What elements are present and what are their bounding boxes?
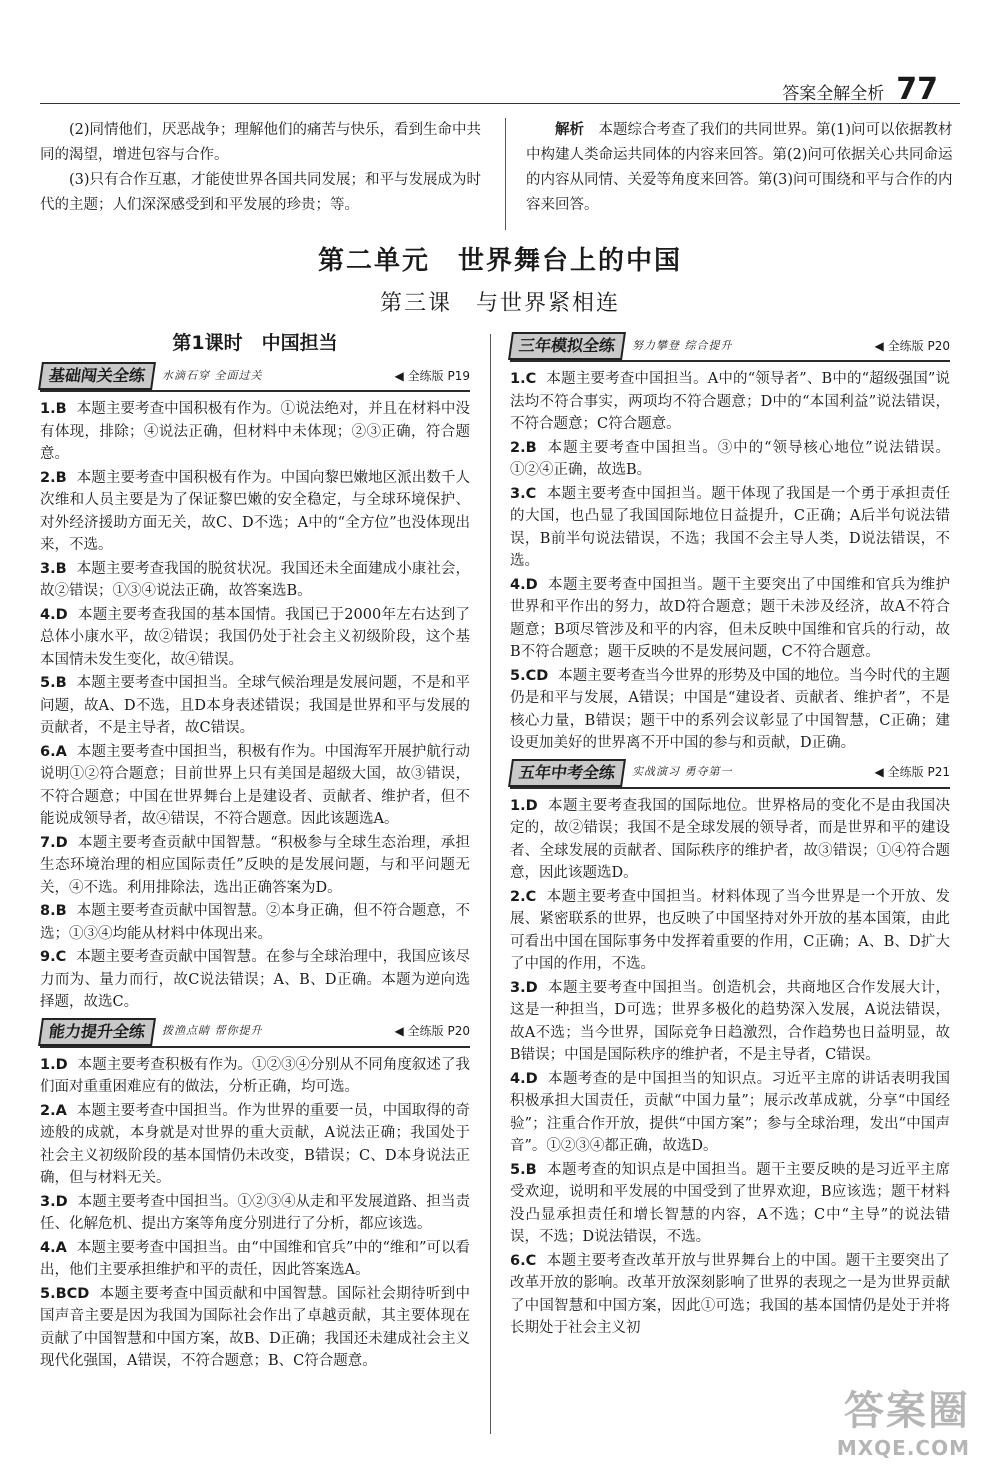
item-number: 6.C [510,1252,537,1269]
answer-item [40,558,470,603]
item-number: 2.A [40,1102,67,1119]
item-number: 5.BCD [40,1285,90,1302]
answer-item [40,467,470,557]
item-number: 1.D [510,797,538,814]
analysis-text: 本题综合考查了我们的共同世界。第(1)问可以依据教材中构建人类命运共同体的内容来回答。第(2)问可依据关心共同命运的内容从同情、关爱等角度来回答。第(3)问可围绕和平与合作的内容来回答。 [526,122,953,213]
arrow-icon: ◀ [394,368,404,383]
answer-item [40,832,470,900]
watermark [837,1379,970,1460]
answer-item [510,368,950,436]
item-text: 本题主要考查中国担当。创造机会，共商地区合作发展大计，这是一种担当，D可选；世界多极化的趋势深入发展，A说法错误，故A不选；当今世界，国际竞争日趋激烈，合作趋势也日益明显，故B错误；中国是国际秩序的维护者，不是主导者，C错误。 [510,979,950,1063]
item-list-basic [40,398,470,1014]
item-text: 本题主要考查积极有作为。①②③④分别从不同角度叙述了我们面对重重困难应有的做法，分析正确，均可选。 [40,1056,470,1095]
answer-item [40,946,470,1014]
section-ref [874,335,950,358]
lesson-title: 第三课 与世界紧相连 [379,291,620,316]
item-list-five-year [510,795,950,1340]
section-bar-five-year [510,759,950,789]
item-text: 本题主要考查中国担当，积极有作为。中国海军开展护航行动说明①②符合题意；目前世界上只有美国是超级大国，故③错误，不符合题意；中国在世界舞台上是建设者、贡献者、维护者，但不能说成领导者，故④错误，不符合题意。因此该题选A。 [40,743,470,827]
item-text: 本题主要考查贡献中国智慧。“积极参与全球生态治理，承担生态环境治理的相应国际责任”反映的是发展问题，与和平问题无关，④不选。利用排除法，选出正确答案为D。 [40,834,470,896]
section-tag: 能力提升全练 [38,1018,156,1046]
item-list-three-year [510,368,950,755]
section-motto: 努力攀登 综合提升 [632,338,733,352]
answer-item [40,1054,470,1099]
arrow-icon: ◀ [874,338,884,353]
item-text: 本题主要考查改革开放与世界舞台上的中国。题干主要突出了改革开放的影响。改革开放深刻影响了世界的表现之一是为世界贡献了中国智慧和中国方案，因此①可选；我国的基本国情仍是处于并将长期处于社会主义初 [510,1252,950,1336]
section-tag: 五年中考全练 [508,759,626,787]
item-number: 7.D [40,834,68,851]
arrow-icon: ◀ [394,1024,404,1039]
item-text: 本题主要考查中国担当。题干主要突出了中国维和官兵为维护世界和平作出的努力，故D符合题意；题干未涉及经济，故A不符合题意；B项尽管涉及和平的内容，但未反映中国维和官兵的行动，故B不符合题意；题干反映的不是发展问题，C不符合题意。 [510,576,950,660]
section-ref-text: 全练版 P20 [407,1024,470,1039]
section-ref [394,1020,470,1043]
item-number: 4.A [40,1239,67,1256]
arrow-icon: ◀ [874,765,884,780]
answer-item [510,795,950,885]
item-number: 3.C [510,485,537,502]
analysis-label: 解析 [555,122,584,138]
watermark-logo: 答案圈 [844,1388,970,1434]
unit-title: 第二单元 世界舞台上的中国 [317,246,682,276]
item-number: 3.B [40,560,67,577]
item-number: 5.B [510,1161,537,1178]
top-continuation [40,118,960,230]
item-text: 本题主要考查中国贡献和中国智慧。国际社会期待听到中国声音主要是因为我国为国际社会作出了卓越贡献，其主要体现在贡献了中国智慧和中国方案，故B、D正确；我国还未建成社会主义现代化强国，A错误，不符合题意；B、C符合题意。 [40,1285,470,1369]
item-number: 3.D [40,1193,68,1210]
answer-item [40,398,470,466]
section-ref [874,761,950,784]
answer-paragraph: (3)只有合作互惠，才能使世界各国共同发展；和平与发展成为时代的主题；人们深深感受到和平发展的珍贵；等。 [40,172,482,213]
answer-item [40,741,470,831]
item-number: 1.B [40,401,67,417]
header-rule [40,103,960,104]
item-text: 本题主要考查中国积极有作为。①说法绝对，并且在材料中没有体现，排除；④说法正确，但材料中未体现；②③正确，符合题意。 [40,401,470,462]
item-text: 本题主要考查中国担当。全球气候治理是发展问题，不是和平问题，故A、D不选，且D本身表述错误；我国是世界和平与发展的贡献者，不是主导者，故C错误。 [40,675,470,736]
item-number: 1.D [40,1056,68,1073]
answer-item [40,672,470,740]
section-bar-basic [40,362,470,392]
left-column [40,328,470,1374]
answer-item [510,1159,950,1249]
item-text: 本题主要考查中国担当。③中的“领导核心地位”说法错误。①②④正确，故选B。 [510,439,950,478]
item-text: 本题主要考查中国担当。作为世界的重要一员，中国取得的奇迹般的成就，本身就是对世界的重大贡献，A说法正确；我国处于社会主义初级阶段的基本国情仍未改变，B错误；C、D本身说法正确，但与材料无关。 [40,1102,470,1186]
section-motto: 拨渔点睛 帮你提升 [162,1024,263,1038]
answer-item [510,977,950,1067]
answer-item [510,1250,950,1340]
item-number: 6.A [40,743,67,760]
item-text: 本题主要考查我国的基本国情。我国已于2000年左右达到了总体小康水平，故②错误；我国仍处于社会主义初级阶段，这个基本国情未发生变化，故④错误。 [40,606,470,668]
item-number: 5.B [40,675,67,691]
item-text: 本题主要考查中国担当。①②③④从走和平发展道路、担当责任、化解危机、提出方案等角度分别进行了分析，都应该选。 [40,1193,470,1232]
item-text: 本题主要考查中国担当。题干体现了我国是一个勇于承担责任的大国，也凸显了我国国际地位日益提升，C正确；A后半句说法错误，B前半句说法错误，不选；我国不会主导人类，D说法错误，不选。 [510,485,950,569]
running-head-label: 答案全解全析 [782,84,885,104]
answer-paragraph: (2)同情他们，厌恶战争；理解他们的痛苦与快乐，看到生命中共同的渴望，增进包容与合作。 [40,122,482,163]
item-text: 本题主要考查中国担当。材料体现了当今世界是一个开放、发展、紧密联系的世界，也反映了中国坚持对外开放的基本国策，由此可看出中国在国际事务中发挥着重要的作用，C正确；A、B、D扩大了中国的作用，不选。 [510,888,950,972]
section-motto: 实战演习 勇夺第一 [632,765,733,779]
top-left-column [40,118,482,218]
section-ref-text: 全练版 P20 [887,338,950,353]
item-number: 8.B [40,903,67,919]
running-head [782,72,938,107]
section-ref-text: 全练版 P19 [407,368,470,383]
item-text: 本题考查的是中国担当的知识点。习近平主席的讲话表明我国积极承担大国责任，贡献“中国力量”；展示改革成就，分享“中国经验”；注重合作开放，提供“中国方案”；参与全球治理，发出“中国声音”。①②③④都正确，故选D。 [510,1070,950,1154]
item-text: 本题主要考查中国积极有作为。中国向黎巴嫩地区派出数千人次维和人员主要是为了保证黎巴嫩的安全稳定，与全球环境保护、对外经济援助方面无关，故C、D不选；A中的“全方位”也没体现出来，不选。 [40,469,470,553]
column-divider [505,118,506,230]
item-number: 5.CD [510,667,549,684]
watermark-url: MXQE.COM [836,1436,970,1460]
answer-item [510,437,950,482]
column-divider [490,334,491,1434]
section-ref-text: 全练版 P21 [887,765,950,780]
section-bar-three-year [510,332,950,362]
page-number: 77 [896,72,938,107]
item-text: 本题考查的知识点是中国担当。题干主要反映的是习近平主席受欢迎，说明和平发展的中国受到了世界欢迎，B应该选；题干材料没凸显承担责任和增长智慧的内容，A不选；C中“主导”的说法错误，不选；D说法错误，不选。 [510,1161,950,1245]
answer-item [40,1191,470,1236]
item-number: 2.B [40,469,67,486]
item-number: 1.C [510,371,537,387]
item-text: 本题主要考查贡献中国智慧。②本身正确，但不符合题意，不选；①③④均能从材料中体现出来。 [40,903,470,942]
period-title: 第1课时 中国担当 [172,332,338,354]
answer-item [510,574,950,664]
answer-item [40,1100,470,1190]
answer-item [510,665,950,755]
item-number: 4.D [510,576,538,593]
item-number: 2.B [510,439,537,456]
section-tag: 三年模拟全练 [508,332,626,360]
section-tag: 基础闯关全练 [38,362,156,390]
item-number: 3.D [510,979,538,996]
section-bar-ability [40,1018,470,1048]
answer-item [40,900,470,945]
item-number: 4.D [40,606,68,623]
right-column [510,328,950,1341]
item-number: 2.C [510,888,537,905]
item-text: 本题主要考查中国担当。由“中国维和官兵”中的“维和”可以看出，他们主要承担维护和平的责任，因此答案选A。 [40,1239,470,1278]
item-text: 本题主要考查中国担当。A中的“领导者”、B中的“超级强国”说法均不符合事实，两项均不符合题意；D中的“本国利益”说法错误，不符合题意；C符合题意。 [510,371,950,432]
answer-item [510,886,950,976]
top-right-column [526,118,960,218]
item-number: 4.D [510,1070,538,1087]
answer-item [40,1237,470,1282]
item-text: 本题主要考查我国的脱贫状况。我国还未全面建成小康社会，故②错误；①③④说法正确，故答案选B。 [40,560,470,599]
item-text: 本题主要考查贡献中国智慧。在参与全球治理中，我国应该尽力而为、量力而行，故C说法错误；A、B、D正确。本题为逆向选择题，故选C。 [40,949,470,1010]
item-text: 本题主要考查当今世界的形势及中国的地位。当今时代的主题仍是和平与发展，A错误；中国是“建设者、贡献者、维护者”，不是核心力量，B错误；题干中的系列会议彰显了中国智慧，C正确；建设更加美好的世界离不开中国的参与和贡献，D正确。 [510,667,950,751]
answer-item [40,1283,470,1373]
section-ref [394,365,470,388]
answer-item [510,483,950,573]
section-motto: 水滴石穿 全面过关 [162,368,263,382]
analysis-paragraph [526,118,960,218]
answer-item [510,1068,950,1158]
answer-item [40,604,470,672]
item-list-ability [40,1054,470,1373]
item-text: 本题主要考查我国的国际地位。世界格局的变化不是由我国决定的，故②错误；我国不是全球发展的领导者，而是世界和平的建设者、全球发展的贡献者、国际秩序的维护者，故③错误；①④符合题意，因此该题选D。 [510,797,950,881]
item-number: 9.C [40,949,67,965]
